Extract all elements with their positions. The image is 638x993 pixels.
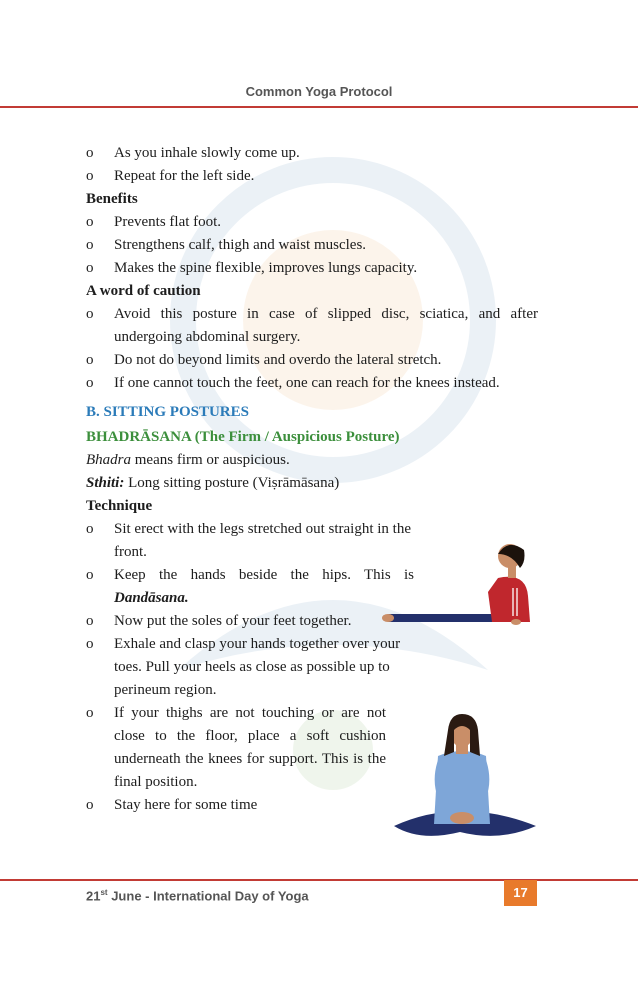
- step-text: Repeat for the left side.: [114, 168, 255, 184]
- list-item: [86, 211, 538, 234]
- bhadrasana-figure: [390, 712, 540, 848]
- list-item: [86, 518, 414, 564]
- bullet: o: [86, 567, 94, 583]
- pose-title: BHADRĀSANA (The Firm / Auspicious Posture): [86, 429, 400, 445]
- step-text: If your thighs are not touching or are not close to the floor, place a soft cushion underneath the knees for support. This is the final position.: [114, 705, 386, 790]
- step-text: As you inhale slowly come up.: [114, 145, 300, 161]
- header-rule: [0, 106, 638, 108]
- list-item: [86, 349, 538, 372]
- list-item: [86, 142, 538, 165]
- meaning-text: means firm or auspicious.: [131, 452, 290, 468]
- meaning-term: Bhadra: [86, 452, 131, 468]
- running-header: Common Yoga Protocol: [245, 84, 393, 99]
- sthiti-label: Sthiti:: [86, 475, 125, 491]
- bullet: o: [86, 705, 94, 721]
- benefit-text: Strengthens calf, thigh and waist muscles.: [114, 237, 367, 253]
- list-item: [86, 303, 538, 349]
- list-item: [86, 702, 386, 794]
- dandasana-figure: [380, 532, 540, 632]
- technique-heading: Technique: [86, 498, 153, 514]
- list-item: [86, 794, 386, 817]
- bullet: o: [86, 260, 94, 276]
- list-item: [86, 610, 414, 633]
- bullet: o: [86, 636, 94, 652]
- pose-sthiti: [86, 472, 538, 495]
- bullet: o: [86, 306, 94, 322]
- caution-text: Do not do beyond limits and overdo the lateral stretch.: [114, 352, 442, 368]
- step-text: Stay here for some time: [114, 797, 258, 813]
- bullet: o: [86, 797, 94, 813]
- list-item: [86, 564, 414, 610]
- caution-heading: A word of caution: [86, 283, 201, 299]
- footer-rule: [0, 879, 638, 881]
- page-number: 17: [504, 880, 537, 906]
- bullet: o: [86, 214, 94, 230]
- step-text: Exhale and clasp your hands together over your toes. Pull your heels as close as possible up to perineum region.: [114, 636, 401, 698]
- pose-meaning: [86, 449, 538, 472]
- section-heading: B. SITTING POSTURES: [86, 404, 249, 420]
- caution-text: If one cannot touch the feet, one can reach for the knees instead.: [114, 375, 500, 391]
- caution-text: Avoid this posture in case of slipped disc, sciatica, and after undergoing abdominal surgery.: [114, 306, 538, 345]
- list-item: [86, 234, 538, 257]
- benefit-text: Makes the spine flexible, improves lungs capacity.: [114, 260, 418, 276]
- bullet: o: [86, 168, 94, 184]
- list-item: [86, 165, 538, 188]
- bullet: o: [86, 352, 94, 368]
- bullet: o: [86, 613, 94, 629]
- step-text: Sit erect with the legs stretched out straight in the front.: [114, 521, 412, 560]
- footer-prefix: 21: [86, 888, 101, 904]
- bullet: o: [86, 145, 94, 161]
- benefit-text: Prevents flat foot.: [114, 214, 222, 230]
- bullet: o: [86, 237, 94, 253]
- list-item: [86, 257, 538, 280]
- bullet: o: [86, 375, 94, 391]
- footer-sup: st: [100, 888, 108, 897]
- list-item: [86, 633, 414, 702]
- step-text: Keep the hands beside the hips. This is: [114, 567, 414, 583]
- list-item: [86, 372, 538, 395]
- footer-text: June - International Day of Yoga: [107, 888, 309, 904]
- sthiti-text: Long sitting posture (Viṣrāmāsana): [124, 475, 340, 491]
- benefits-heading: Benefits: [86, 191, 138, 207]
- step-text: Now put the soles of your feet together.: [114, 613, 352, 629]
- dandasana-term: Dandāsana.: [114, 590, 189, 606]
- running-footer: [86, 888, 309, 903]
- bullet: o: [86, 521, 94, 537]
